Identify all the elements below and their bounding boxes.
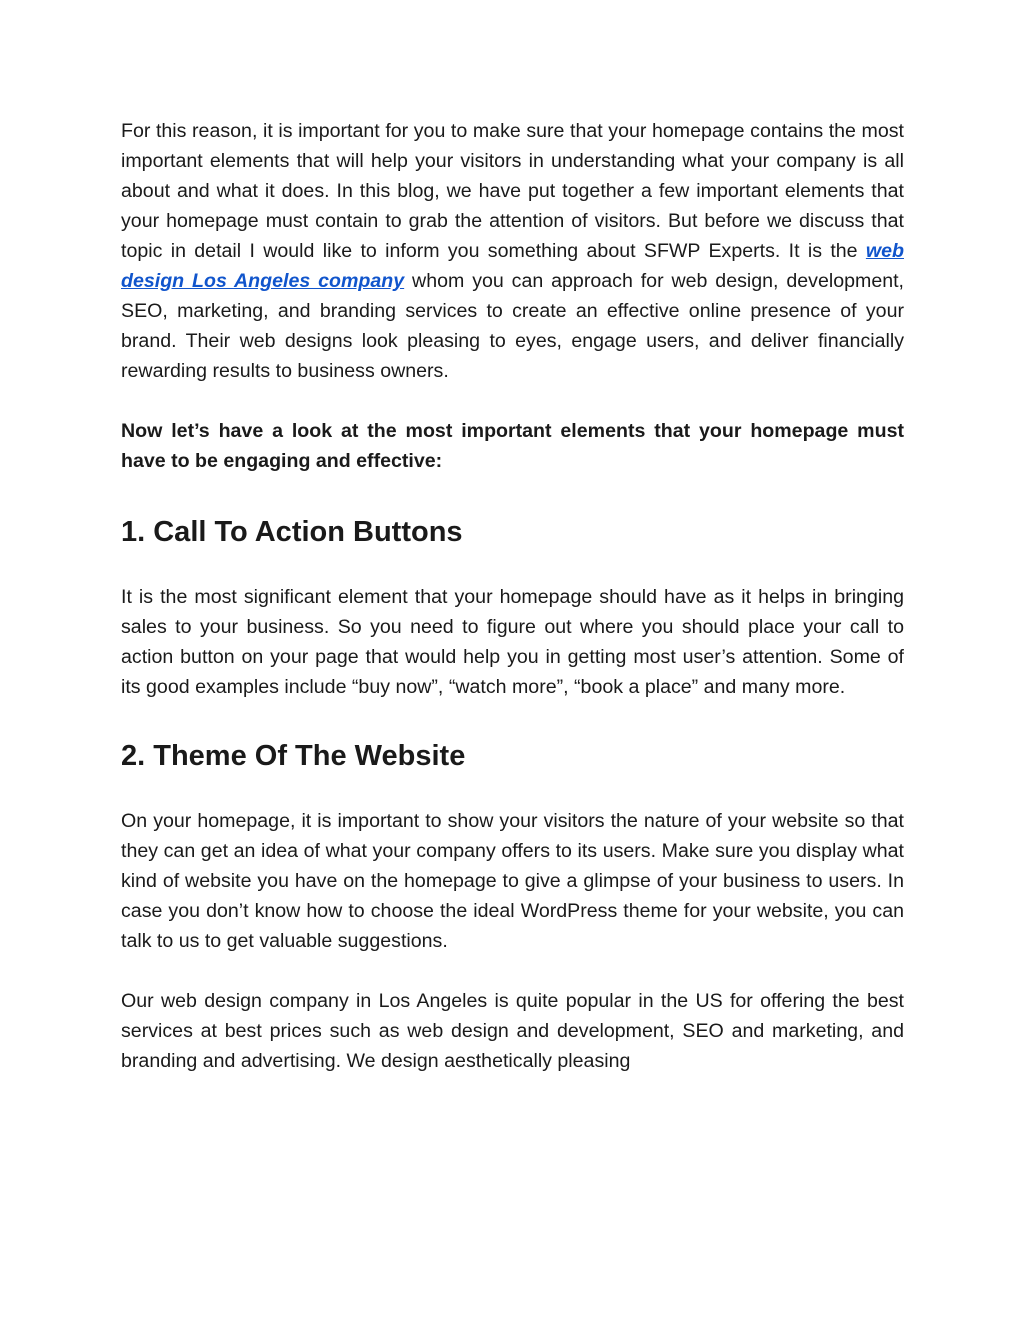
lead-paragraph: Now let’s have a look at the most important elements that your homepage must have to be engaging and effective: xyxy=(121,420,904,472)
section-paragraph-company: Our web design company in Los Angeles is quite popular in the US for offering the best services at best prices such as web design and development, SEO and marketing, and branding and advertising. We design aesthetically pleasing xyxy=(121,990,904,1072)
web-design-company-link[interactable]: web design Los Angeles company xyxy=(121,240,904,292)
intro-text-before-link: For this reason, it is important for you to make sure that your homepage contains the most important elements that will help your visitors in understanding what your company is all about and what it does. In this blog, we have put together a few important elements that your homepage must contain to grab the attention of visitors. But before we discuss that topic in detail I would like to inform you something about SFWP Experts. It is the xyxy=(121,120,904,262)
document-page xyxy=(121,116,904,1076)
section-paragraph-call-to-action: It is the most significant element that your homepage should have as it helps in bringing sales to your business. So you need to figure out where you should place your call to action button on your page that would help you in getting most user’s attention. Some of its good examples include “buy now”, “watch more”, “book a place” and many more. xyxy=(121,586,904,698)
intro-text-after-link: whom you can approach for web design, development, SEO, marketing, and branding services to create an effective online presence of your brand. Their web designs look pleasing to eyes, engage users, and deliver financially rewarding results to business owners. xyxy=(121,270,905,382)
section-heading-call-to-action: 1. Call To Action Buttons xyxy=(121,516,463,548)
section-heading-theme: 2. Theme Of The Website xyxy=(121,740,466,772)
intro-paragraph xyxy=(121,116,904,386)
section-paragraph-theme: On your homepage, it is important to show your visitors the nature of your website so that they can get an idea of what your company offers to its users. Make sure you display what kind of website you have on the homepage to give a glimpse of your business to users. In case you don’t know how to choose the ideal WordPress theme for your website, you can talk to us to get valuable suggestions. xyxy=(121,810,904,952)
